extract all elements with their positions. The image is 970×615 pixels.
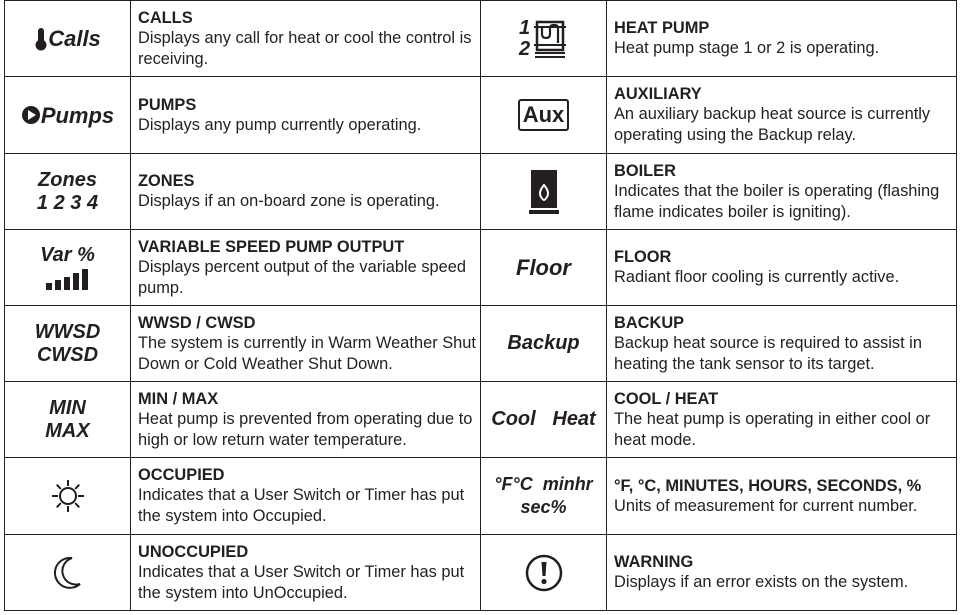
heat-pump-description: Heat pump stage 1 or 2 is operating. [614,39,880,57]
stage-2-label: 2 [518,37,531,60]
boiler-description: Indicates that the boiler is operating (flashing flame indicates boiler is igniting). [614,181,940,221]
wwsd-label: WWSD [34,320,101,343]
backup-description: Backup heat source is required to assist in heating the tank sensor to its target. [614,333,922,373]
aux-box-icon: Aux [518,99,570,131]
calls-description-cell [131,1,481,77]
backup-title: BACKUP [614,313,685,332]
warning-description-cell [607,535,957,611]
zones-numbers-label: 1 2 3 4 [36,191,99,214]
heat-pump-description-cell [607,1,957,77]
zones-description-cell [131,154,481,230]
moon-icon [54,555,82,591]
table-row [5,77,957,154]
heat-pump-title: HEAT PUMP [614,19,710,37]
occupied-icon-cell [5,458,131,535]
warning-title: WARNING [614,553,694,571]
units-label-line-1: °F°C minhr [494,474,593,494]
cwsd-label: CWSD [36,343,99,366]
sun-icon [50,478,86,514]
floor-description: Radiant floor cooling is currently active. [614,268,900,286]
cool-heat-description: The heat pump is operating in either cool or heat mode. [614,409,931,449]
floor-title: FLOOR [614,248,672,266]
boiler-icon-cell [481,154,607,230]
floor-icon-cell [481,230,607,306]
auxiliary-description-cell [607,77,957,154]
wwsd-title: WWSD / CWSD [138,313,256,332]
table-row [5,154,957,230]
var-percent-label: Var % [40,244,95,266]
max-label: MAX [45,419,90,442]
minmax-description: Heat pump is prevented from operating due to high or low return water temperature. [138,409,473,449]
calls-title: CALLS [138,8,193,27]
pump-icon [21,105,41,125]
calls-description: Displays any call for heat or cool the control is receiving. [138,28,472,68]
heat-pump-icon-cell [481,1,607,77]
boiler-title: BOILER [614,161,676,180]
calls-icon-cell [5,1,131,77]
unoccupied-title: UNOCCUPIED [138,542,249,561]
units-description: Units of measurement for current number. [614,496,918,515]
calls-label: Calls [48,26,101,51]
warning-icon-cell [481,535,607,611]
zones-icon-cell [5,154,131,230]
auxiliary-title: AUXILIARY [614,85,702,103]
table-row [5,535,957,611]
var-icon-cell [5,230,131,306]
backup-icon-cell [481,306,607,382]
units-description-cell [607,458,957,535]
warning-icon [524,553,564,593]
minmax-description-cell [131,382,481,458]
pumps-title: PUMPS [138,95,197,114]
table-row [5,306,957,382]
backup-label: Backup [507,332,580,354]
variable-speed-description: Displays percent output of the variable speed pump. [138,257,467,297]
aux-icon-cell [481,77,607,154]
signal-bars-icon [44,267,92,291]
wwsd-description: The system is currently in Warm Weather Shut Down or Cold Weather Shut Down. [138,333,476,373]
zones-title: ZONES [138,172,195,190]
zones-description: Displays if an on-board zone is operating. [138,192,440,210]
pumps-label: Pumps [40,102,115,128]
stage-1-label: 1 [518,16,531,39]
pumps-description: Displays any pump currently operating. [138,115,422,134]
minmax-icon-cell [5,382,131,458]
unoccupied-description-cell [131,535,481,611]
cool-heat-icon-cell [481,382,607,458]
thermometer-icon [34,27,48,51]
table-row [5,1,957,77]
pumps-icon-cell [5,77,131,154]
occupied-title: OCCUPIED [138,466,225,484]
cool-heat-label: Cool Heat [491,408,596,430]
table-row [5,458,957,535]
cool-heat-title: COOL / HEAT [614,389,719,408]
table-row [5,230,957,306]
heat-pump-icon [532,19,568,59]
units-icon-cell [481,458,607,535]
wwsd-description-cell [131,306,481,382]
zones-label: Zones [38,168,97,191]
min-label: MIN [49,396,86,419]
occupied-description: Indicates that a User Switch or Timer has put the system into Occupied. [138,486,465,525]
boiler-flame-icon [529,169,559,215]
warning-description: Displays if an error exists on the system. [614,573,909,591]
wwsd-icon-cell [5,306,131,382]
pumps-description-cell [131,77,481,154]
floor-description-cell [607,230,957,306]
cool-heat-description-cell [607,382,957,458]
minmax-title: MIN / MAX [138,389,219,408]
table-row [5,382,957,458]
backup-description-cell [607,306,957,382]
occupied-description-cell [131,458,481,535]
units-label-line-2: sec% [520,497,567,517]
variable-speed-title: VARIABLE SPEED PUMP OUTPUT [138,237,405,256]
display-symbols-table [4,0,957,611]
auxiliary-description: An auxiliary backup heat source is currently operating using the Backup relay. [614,105,931,144]
unoccupied-description: Indicates that a User Switch or Timer has put the system into UnOccupied. [138,562,465,602]
boiler-description-cell [607,154,957,230]
unoccupied-icon-cell [5,535,131,611]
floor-label: Floor [516,254,571,280]
units-title: °F, °C, MINUTES, HOURS, SECONDS, % [614,476,922,495]
variable-speed-description-cell [131,230,481,306]
